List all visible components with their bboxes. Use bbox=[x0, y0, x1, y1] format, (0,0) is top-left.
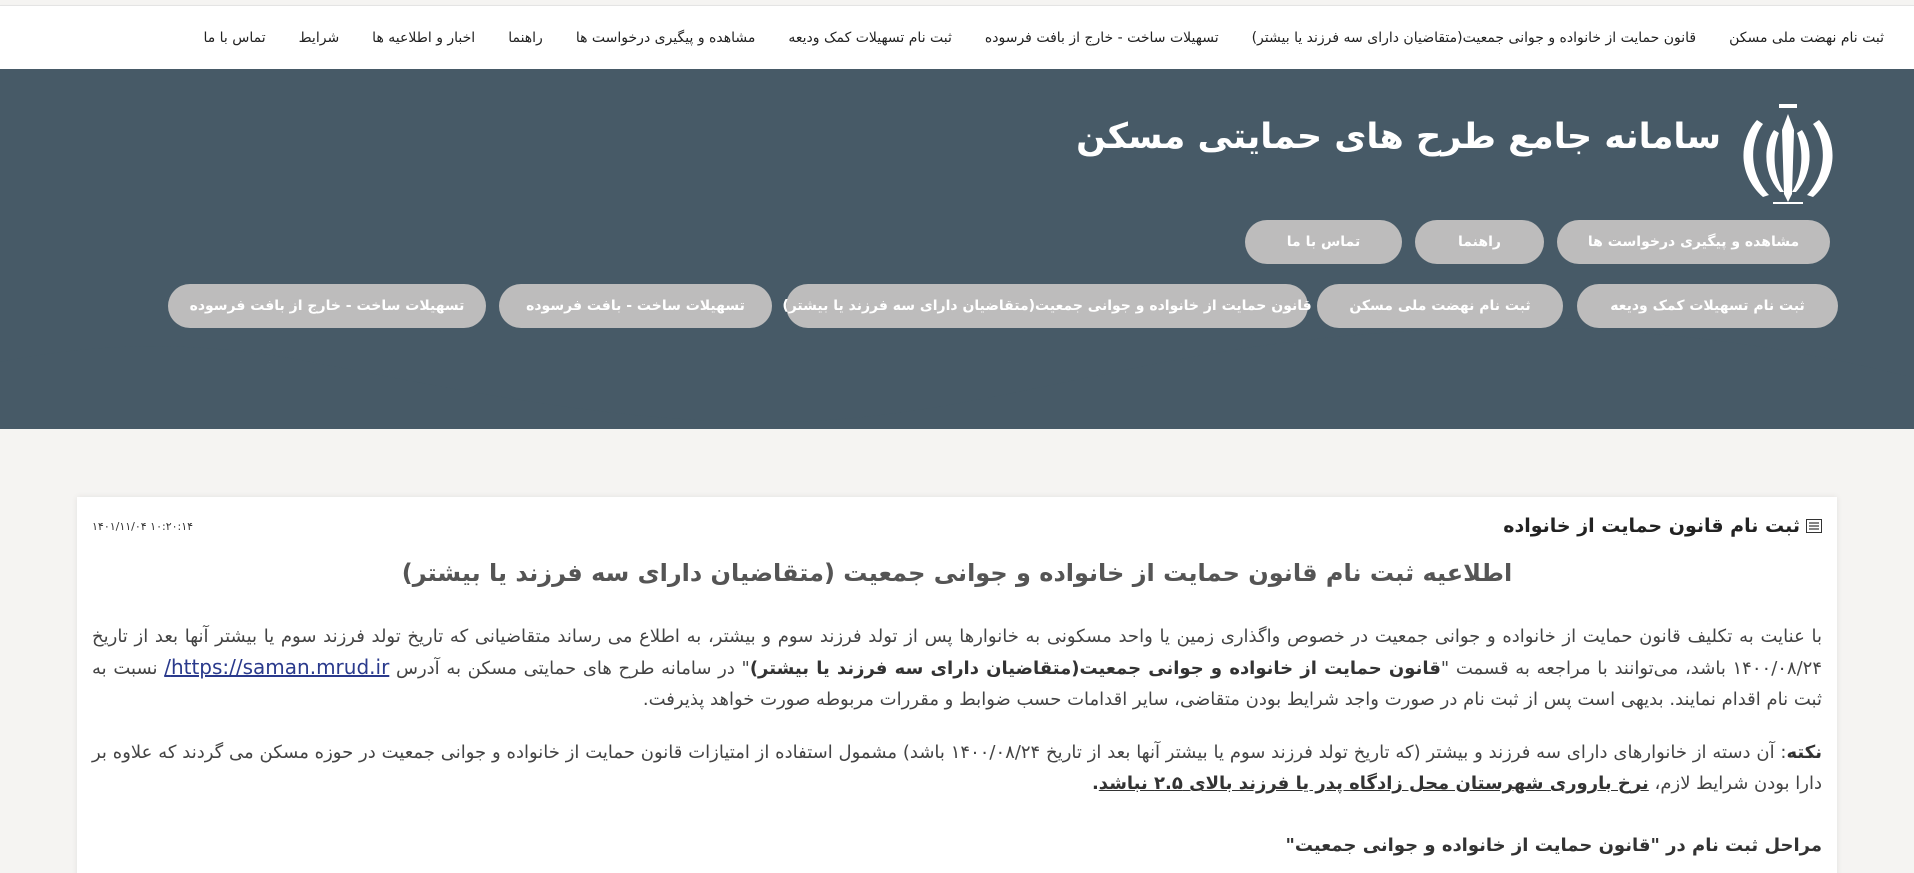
nav-item-family-law[interactable]: قانون حمایت از خانواده و جوانی جمعیت(متقاضیان دارای سه فرزند یا بیشتر) bbox=[1251, 30, 1697, 46]
paragraph-intro-bold: قانون حمایت از خانواده و جوانی جمعیت(متقاضیان دارای سه فرزند یا بیشتر) bbox=[749, 658, 1441, 679]
iran-emblem-icon bbox=[1735, 100, 1841, 204]
card-header-title: ثبت نام قانون حمایت از خانواده bbox=[1503, 515, 1800, 537]
hero-button-guide[interactable]: راهنما bbox=[1415, 220, 1544, 264]
note-label: نکته bbox=[1786, 742, 1823, 763]
nav-item-nehzat[interactable]: ثبت نام نهضت ملی مسکن bbox=[1729, 30, 1884, 46]
note-text: : آن دسته از خانوارهای دارای سه فرزند و بیشتر (که تاریخ تولد فرزند سوم یا بیشتر آنها بعد از تاریخ ۱۴۰۰/۰۸/۲۴ باشد) مشمول استفاده از امتیازات قانون حمایت از خانواده و جوانی جمعیت در حوزه مسکن می گردند که علاوه بر دارا بودن شرایط لازم، bbox=[92, 742, 1822, 794]
nav-item-deposit-loan[interactable]: ثبت نام تسهیلات کمک ودیعه bbox=[788, 30, 952, 46]
hero-wave bbox=[0, 320, 1914, 430]
saman-site-link[interactable]: https://saman.mrud.ir/ bbox=[164, 655, 390, 679]
hero-button-build-worn[interactable]: تسهیلات ساخت - بافت فرسوده bbox=[499, 284, 772, 328]
site-title: سامانه جامع طرح های حمایتی مسکن bbox=[1076, 117, 1721, 157]
hero-button-nehzat[interactable]: ثبت نام نهضت ملی مسکن bbox=[1317, 284, 1563, 328]
card-header bbox=[1503, 515, 1822, 537]
paragraph-intro-text-a: با عنایت به تکلیف قانون حمایت از خانواده و جوانی جمعیت در خصوص واگذاری زمین یا واحد مسکونی به خانوارها پس از تولد فرزند سوم و بیشتر، به اطلاع می رساند متقاضیانی که تاریخ تولد فرزند سوم یا بیشتر آنها بعد از تاریخ ۱۴۰۰/۰۸/۲۴ باشد، می‌توانند با مراجعه به قسمت " bbox=[92, 626, 1822, 679]
paragraph-note bbox=[92, 737, 1822, 799]
top-navbar bbox=[0, 5, 1914, 69]
nav-item-build-outside[interactable]: تسهیلات ساخت - خارج از بافت فرسوده bbox=[984, 30, 1219, 46]
nav-item-conditions[interactable]: شرایط bbox=[298, 30, 340, 46]
hero-button-build-outside[interactable]: تسهیلات ساخت - خارج از بافت فرسوده bbox=[168, 284, 486, 328]
paragraph-intro-text-c: نسبت به ثبت نام اقدام نمایند. بدیهی است پس از ثبت نام در صورت واجد شرایط بودن متقاضی، سایر اقدامات حسب ضوابط و مقررات مربوطه صورت خواهد پذیرفت. bbox=[92, 658, 1822, 710]
hero-button-contact[interactable]: تماس با ما bbox=[1245, 220, 1402, 264]
nav-item-contact[interactable]: تماس با ما bbox=[203, 30, 266, 46]
nav-item-track-requests[interactable]: مشاهده و پیگیری درخواست ها bbox=[575, 30, 756, 46]
nav-item-news[interactable]: اخبار و اطلاعیه ها bbox=[372, 30, 476, 46]
hero-button-deposit-loan[interactable]: ثبت نام تسهیلات کمک ودیعه bbox=[1577, 284, 1838, 328]
note-underlined: نرخ باروری شهرستان محل زادگاه پدر یا فرزند بالای ۲.۵ نباشد bbox=[1098, 773, 1649, 794]
hero-button-family-law[interactable]: قانون حمایت از خانواده و جوانی جمعیت(متقاضیان دارای سه فرزند یا بیشتر) bbox=[786, 284, 1308, 328]
paragraph-intro-text-b: " در سامانه طرح های حمایتی مسکن به آدرس bbox=[389, 658, 750, 679]
list-icon bbox=[1806, 519, 1822, 533]
card-date: ۱۴۰۱/۱۱/۰۴ ۱۰:۲۰:۱۴ bbox=[92, 520, 194, 533]
paragraph-intro bbox=[92, 621, 1822, 715]
hero-button-track-requests[interactable]: مشاهده و پیگیری درخواست ها bbox=[1557, 220, 1830, 264]
announcement-headline: اطلاعیه ثبت نام قانون حمایت از خانواده و جوانی جمعیت (متقاضیان دارای سه فرزند یا بیشتر) bbox=[401, 559, 1513, 587]
note-end: . bbox=[1091, 773, 1099, 794]
nav-item-guide[interactable]: راهنما bbox=[508, 30, 543, 46]
registration-steps-heading: مراحل ثبت نام در "قانون حمایت از خانواده و جوانی جمعیت" bbox=[1285, 835, 1822, 856]
announcement-card bbox=[77, 497, 1837, 873]
